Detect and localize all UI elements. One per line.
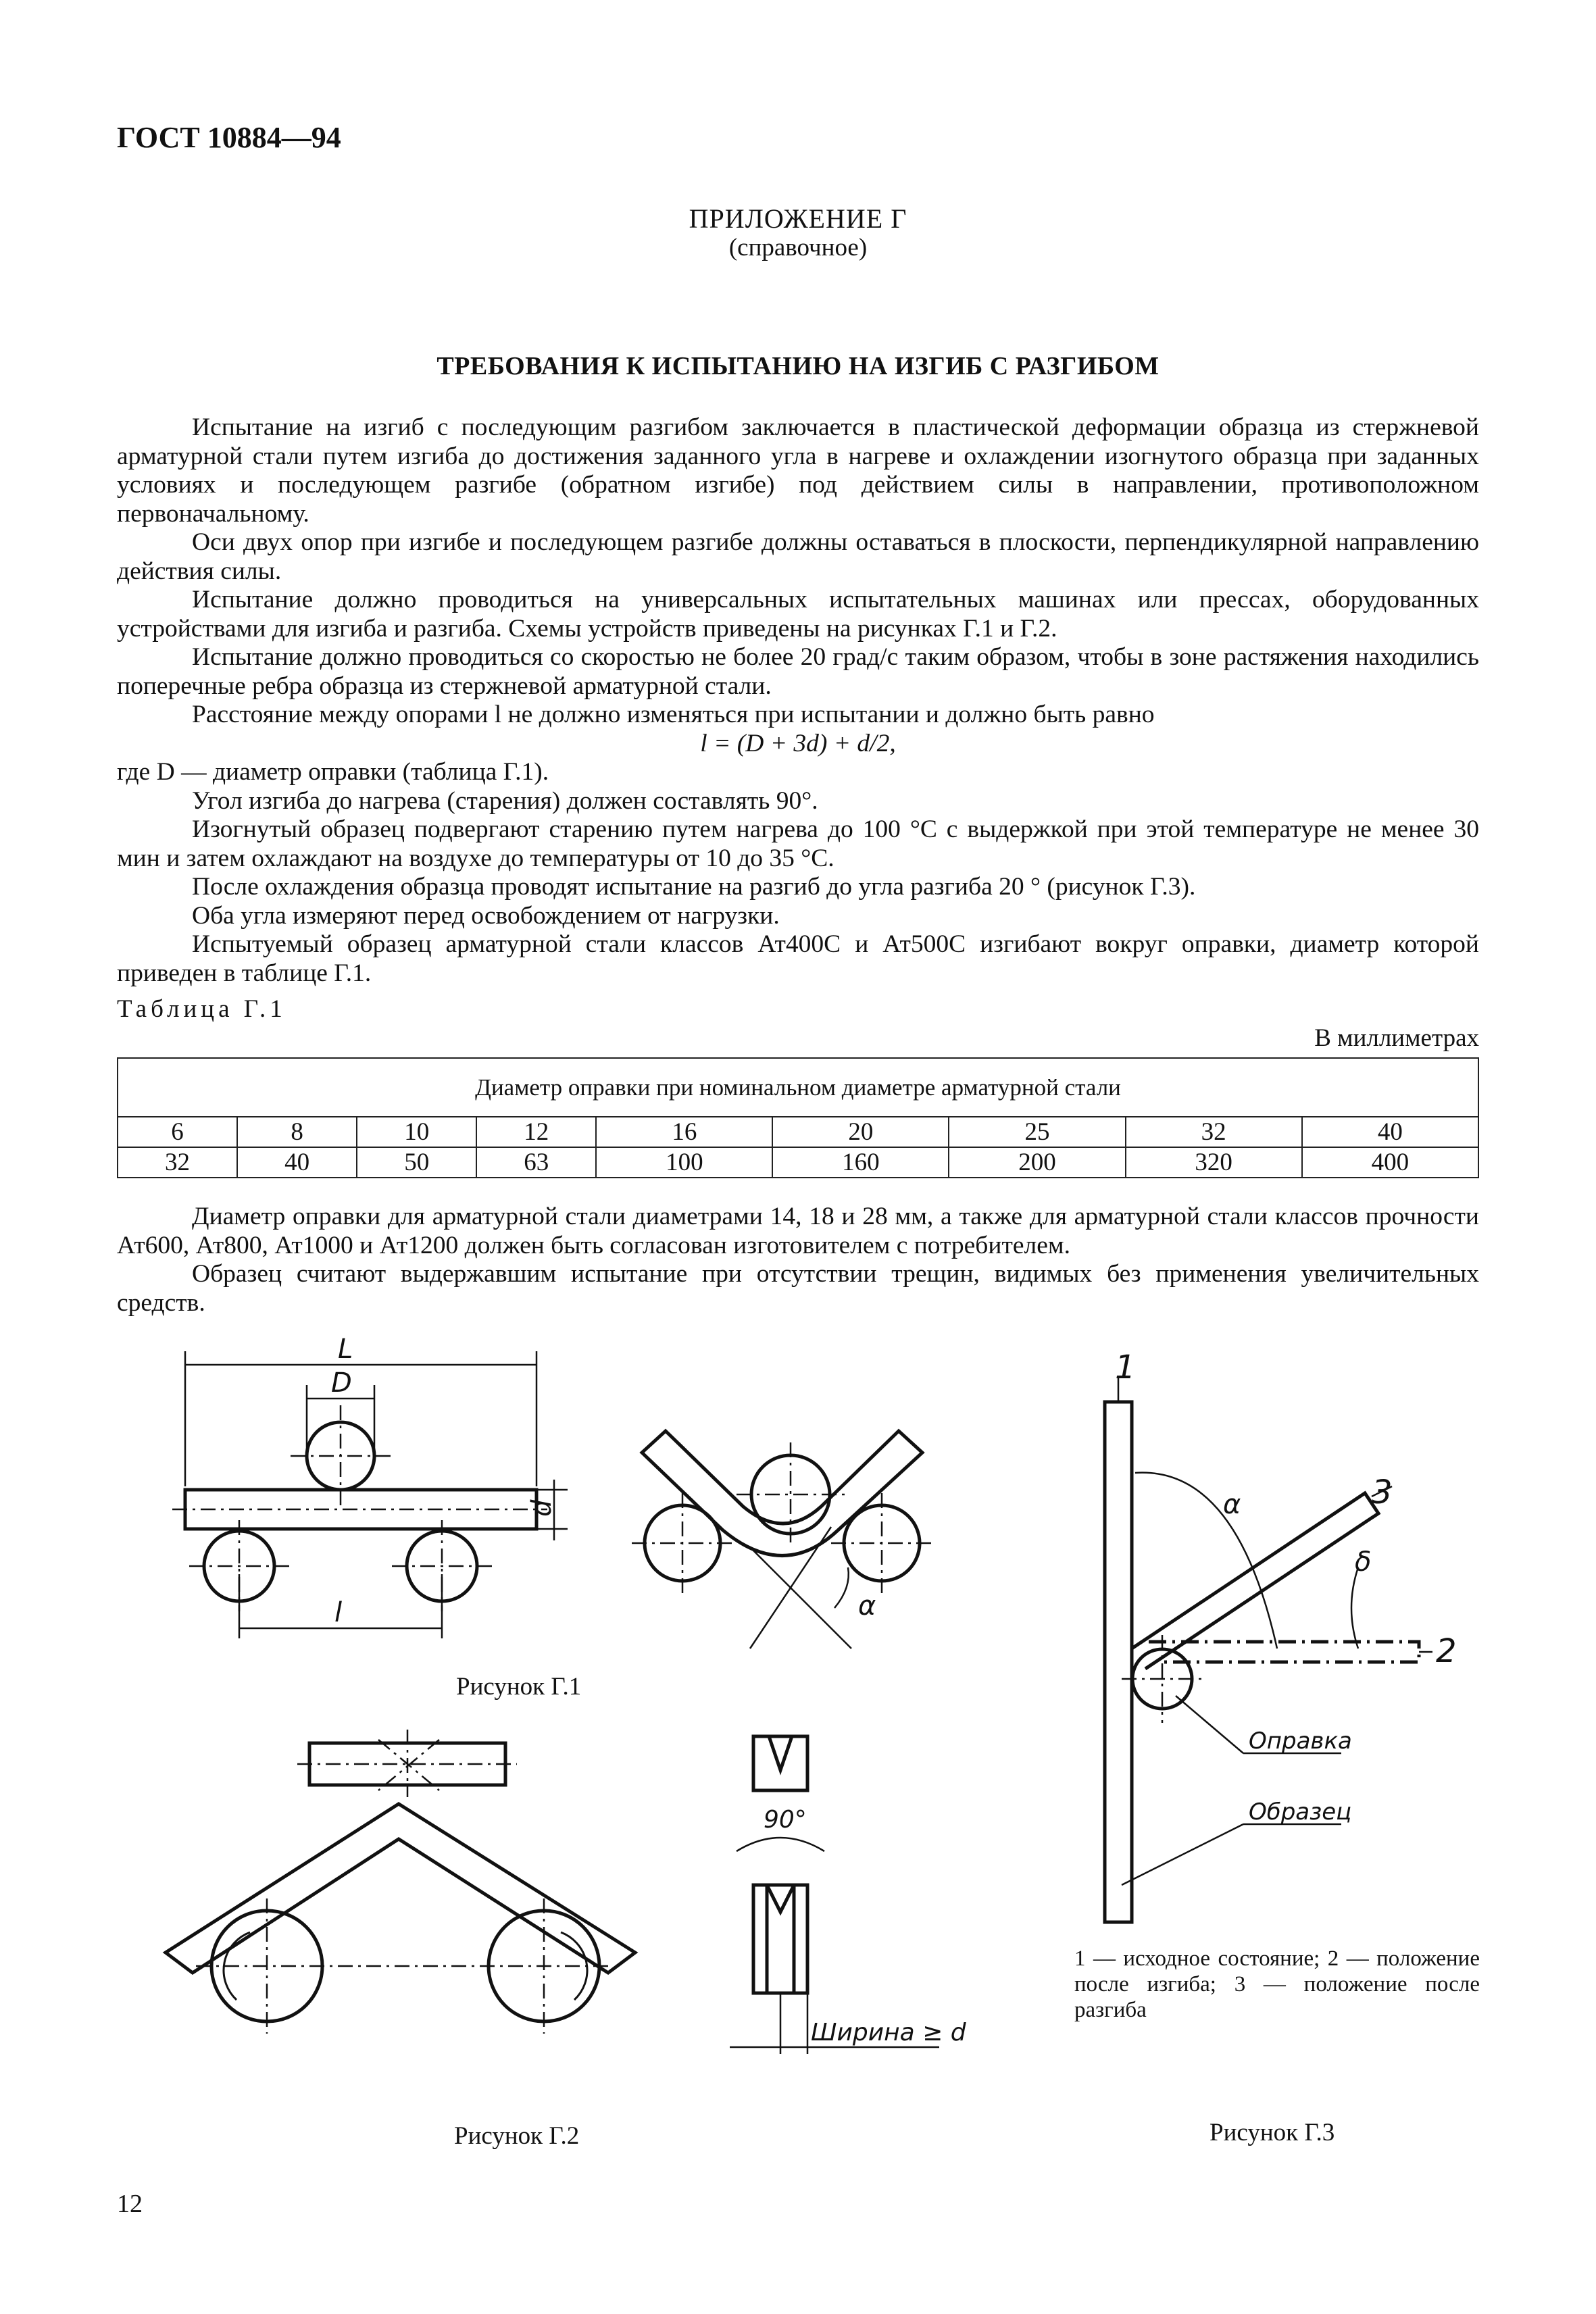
table-cell: 32 (1126, 1117, 1302, 1147)
table-cell: 8 (237, 1117, 357, 1147)
paragraph: Испытание должно проводиться со скоростью не более 20 град/с таким образом, чтобы в зоне растяжения находились поперечные ребра образца из стержневой арматурной стали. (117, 643, 1479, 700)
paragraph: Оба угла измеряют перед освобождением от нагрузки. (192, 901, 780, 930)
table-cell: 400 (1302, 1147, 1478, 1178)
table-cell: 20 (772, 1117, 949, 1147)
paragraph: Испытание на изгиб с последующим разгибом заключается в пластической деформации образца из стержневой арматурной стали путем изгиба до достижения заданного угла в нагреве и охлаждении изогнутого образца при заданных условиях и последующем разгибе (обратном изгибе) под действием силы в направлении, противоположном первоначальному. (117, 413, 1479, 528)
table-cell: 16 (596, 1117, 772, 1147)
paragraph: Испытуемый образец арматурной стали классов Ат400С и Ат500С изгибают вокруг оправки, диаметр которой приведен в таблице Г.1. (117, 930, 1479, 987)
appendix-subtitle: (справочное) (728, 234, 868, 261)
paragraph: Диаметр оправки для арматурной стали диаметрами 14, 18 и 28 мм, а также для арматурной стали классов прочности Ат600, Ат800, Ат1000 и Ат1200 должен быть согласован изготовителем с потребителем. (117, 1203, 1479, 1259)
table-cell: 50 (357, 1147, 476, 1178)
label-mandrel: Оправка (1249, 1728, 1352, 1755)
label-width: Ширина ≥ d (811, 2019, 966, 2046)
figure-g2-notch (753, 1736, 807, 1993)
figures-drawing (0, 1317, 1596, 2196)
label-d: d (526, 1499, 557, 1517)
label-D: D (331, 1367, 352, 1399)
figure-g2-device (166, 1743, 635, 2021)
paragraph: Оси двух опор при изгибе и последующем разгибе должны оставаться в плоскости, перпендикулярной направлению действия силы. (117, 528, 1479, 585)
mandrel-diameter-table (117, 1057, 1479, 1178)
figure-g1-caption: Рисунок Г.1 (456, 1673, 582, 1701)
paragraph: Испытание должно проводиться на универсальных испытательных машинах или прессах, оборудованных устройствами для изгиба и разгиба. Схемы устройств приведены на рисунках Г.1 и Г.2. (117, 586, 1479, 643)
table-cell: 32 (118, 1147, 237, 1178)
table-cell: 25 (949, 1117, 1125, 1147)
table-units: В миллиметрах (1314, 1024, 1479, 1052)
page-number: 12 (117, 2190, 143, 2218)
table-cell: 40 (1302, 1117, 1478, 1147)
table-row (118, 1147, 1478, 1178)
figure-g3-caption: Рисунок Г.3 (1210, 2119, 1335, 2146)
paragraph: После охлаждения образца проводят испытание на разгиб до угла разгиба 20 ° (рисунок Г.3). (192, 873, 1196, 901)
appendix-title: ПРИЛОЖЕНИЕ Г (689, 203, 907, 234)
table-cell: 10 (357, 1117, 476, 1147)
body-text-block-2 (117, 1203, 1479, 1317)
label-3: 3 (1372, 1474, 1393, 1511)
document-code: ГОСТ 10884—94 (117, 121, 341, 154)
paragraph: Расстояние между опорами l не должно изменяться при испытании и должно быть равно (192, 701, 1155, 728)
table-cell: 6 (118, 1117, 237, 1147)
paragraph: Образец считают выдержавшим испытание при отсутствии трещин, видимых без применения увеличительных средств. (117, 1260, 1479, 1317)
figure-g2-caption: Рисунок Г.2 (454, 2122, 580, 2150)
section-title: ТРЕБОВАНИЯ К ИСПЫТАНИЮ НА ИЗГИБ С РАЗГИБОМ (437, 352, 1159, 380)
table-cell: 100 (596, 1147, 772, 1178)
figure-g1-supports (185, 1422, 537, 1601)
figure-g3-legend: 1 — исходное состояние; 2 — положение после изгиба; 3 — положение после разгиба (1074, 1946, 1480, 2022)
label-2: 2 (1436, 1632, 1457, 1670)
label-fig3-alpha: α (1223, 1489, 1241, 1520)
table-header: Диаметр оправки при номинальном диаметре арматурной стали (118, 1058, 1478, 1117)
table-cell: 12 (476, 1117, 596, 1147)
body-text-block-1 (117, 413, 1479, 988)
table-label: Таблица Г.1 (117, 995, 286, 1023)
paragraph: Изогнутый образец подвергают старению путем нагрева до 100 °С с выдержкой при этой температуре не менее 30 мин и затем охлаждают на воздухе до температуры от 10 до 35 °С. (117, 815, 1479, 872)
where-line: где D — диаметр оправки (таблица Г.1). (117, 758, 549, 786)
table-cell: 200 (949, 1147, 1125, 1178)
label-1: 1 (1115, 1349, 1136, 1386)
table-row (118, 1117, 1478, 1147)
label-specimen: Образец (1249, 1799, 1352, 1826)
label-fig3-delta: δ (1355, 1546, 1372, 1578)
table-cell: 320 (1126, 1147, 1302, 1178)
formula: l = (D + 3d) + d/2, (700, 729, 896, 757)
table-cell: 63 (476, 1147, 596, 1178)
table-cell: 40 (237, 1147, 357, 1178)
table-cell: 160 (772, 1147, 949, 1178)
label-90-deg: 90° (764, 1806, 807, 1834)
paragraph: Угол изгиба до нагрева (старения) должен составлять 90°. (192, 786, 818, 815)
figure-g1-bending (642, 1431, 922, 1581)
label-l: l (334, 1597, 343, 1628)
label-alpha: α (858, 1590, 876, 1621)
label-L: L (338, 1334, 353, 1365)
